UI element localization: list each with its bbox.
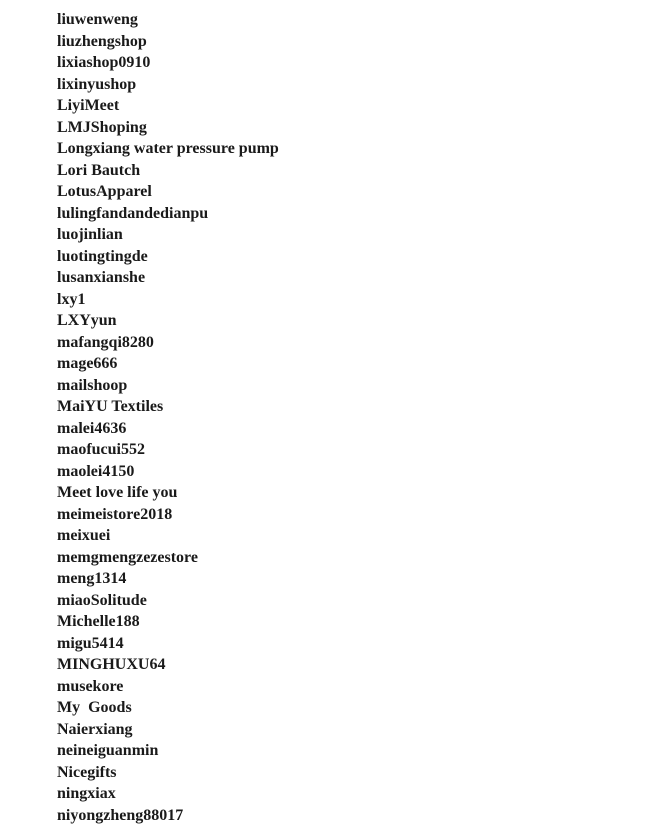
list-item: LMJShoping [57, 118, 147, 136]
list-item: mage666 [57, 355, 118, 372]
list-item: lusanxianshe [57, 269, 146, 286]
list-item: LXYyun [57, 312, 117, 329]
list-item: meimeistore2018 [57, 505, 173, 523]
list-item: lxy1 [57, 290, 86, 308]
list-item: Michelle188 [57, 613, 140, 630]
list-item: LotusApparel [57, 183, 152, 200]
list-item: LiyiMeet [57, 97, 120, 114]
list-item: lulingfandandedianpu [57, 204, 209, 222]
list-item: miaoSolitude [57, 591, 147, 609]
list-item: Lori Bautch [57, 161, 141, 179]
list-item: lixinyushop [57, 75, 137, 93]
list-item: Naierxiang [57, 720, 133, 738]
list-item: MINGHUXU64 [57, 656, 166, 673]
list-item: niyongzheng88017 [57, 806, 184, 824]
list-item: ningxiax [57, 785, 116, 802]
list-item: luotingtingde [57, 247, 148, 265]
list-item: mafangqi8280 [57, 333, 154, 351]
list-item: Nicegifts [57, 763, 117, 781]
list-item: Meet love life you [57, 484, 178, 501]
list-item: MaiYU Textiles [57, 398, 164, 415]
list-item: luojinlian [57, 226, 123, 243]
list-item: malei4636 [57, 419, 127, 437]
list-item: meixuei [57, 527, 111, 544]
list-item: liuwenweng [57, 11, 138, 28]
list-item: liuzhengshop [57, 32, 147, 50]
list-item: maofucui552 [57, 441, 145, 458]
store-name-list [57, 9, 279, 826]
list-item: musekore [57, 677, 124, 695]
list-item: memgmengzezestore [57, 548, 198, 566]
list-item: migu5414 [57, 634, 124, 652]
list-item: maolei4150 [57, 462, 135, 480]
list-item: lixiashop0910 [57, 54, 151, 71]
list-item: neineiguanmin [57, 742, 159, 759]
list-item: meng1314 [57, 570, 127, 587]
list-item: Longxiang water pressure pump [57, 140, 279, 157]
list-item: My Goods [57, 699, 132, 716]
list-item: mailshoop [57, 376, 128, 394]
